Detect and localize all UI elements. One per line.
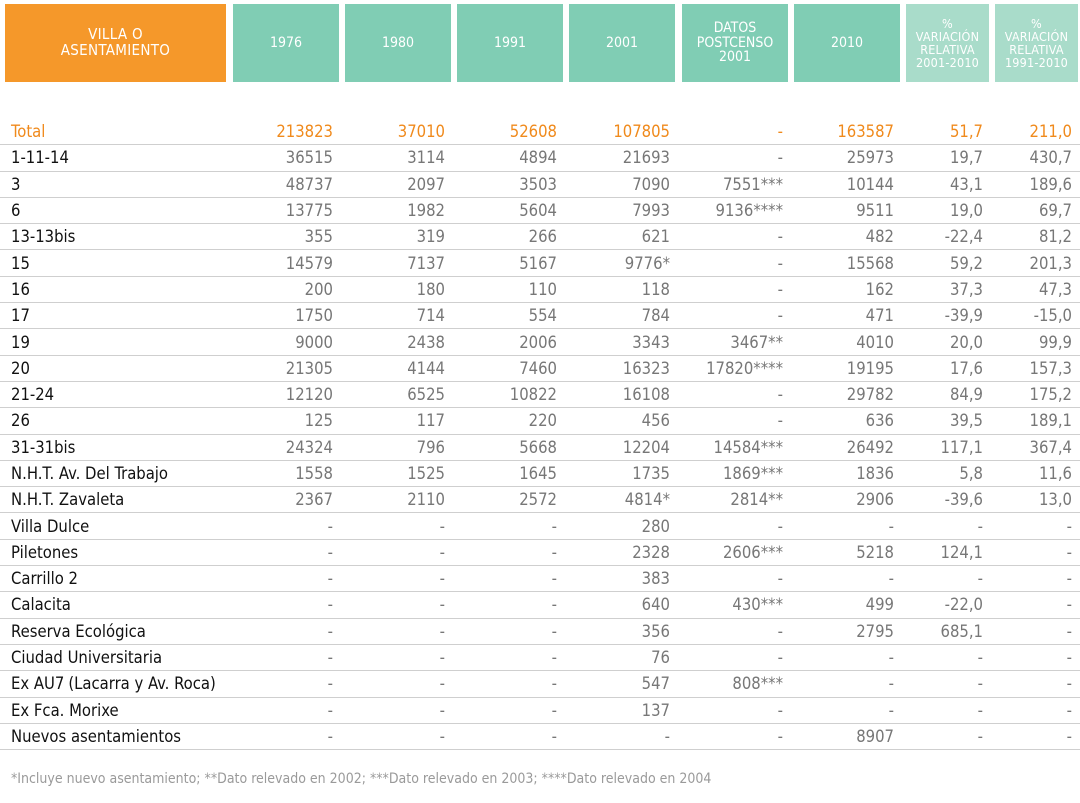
- cell-value: -: [439, 648, 445, 668]
- row-name-text: 21-24: [11, 385, 55, 405]
- cell-value: 2906: [856, 490, 894, 510]
- cell-value: -22,0: [944, 595, 983, 615]
- cell-value: 189,6: [1029, 174, 1072, 194]
- table-row: [0, 698, 1080, 724]
- table-row: [0, 513, 1080, 539]
- cell-value: 39,5: [949, 411, 983, 431]
- cell-value: -: [977, 700, 983, 720]
- cell-value: -: [439, 569, 445, 589]
- table-row: [0, 224, 1080, 250]
- cell-value: 17,6: [949, 358, 983, 378]
- cell-value: 52608: [509, 122, 557, 142]
- cell-value: 482: [865, 227, 894, 247]
- row-name: [11, 172, 20, 197]
- cell-value: 220: [528, 411, 557, 431]
- cell-value: -: [977, 569, 983, 589]
- cell-value: 163587: [837, 122, 894, 142]
- cell-value: -: [327, 621, 333, 641]
- header-2010: 2010: [794, 4, 900, 82]
- cell-value: 180: [416, 279, 445, 299]
- cell-value: 266: [528, 227, 557, 247]
- table-row: [0, 329, 1080, 355]
- row-name-text: Villa Dulce: [11, 516, 90, 536]
- cell-value: -39,6: [944, 490, 983, 510]
- cell-value: -: [551, 621, 557, 641]
- table-row: [0, 172, 1080, 198]
- table-row: [0, 277, 1080, 303]
- cell-value: 430***: [732, 595, 783, 615]
- cell-value: 1525: [407, 464, 445, 483]
- row-name-text: Piletones: [11, 542, 79, 562]
- row-name: [11, 513, 89, 538]
- cell-value: 6525: [407, 385, 445, 405]
- cell-value: -: [551, 674, 557, 694]
- cell-value: -: [551, 542, 557, 562]
- row-name: [11, 724, 181, 749]
- cell-value: 9136****: [715, 201, 783, 221]
- row-name-text: 31-31bis: [11, 437, 76, 457]
- cell-value: -: [551, 700, 557, 720]
- row-name: [11, 540, 78, 565]
- table-header: [0, 4, 1080, 82]
- cell-value: -: [777, 648, 783, 668]
- row-name: [11, 303, 30, 328]
- cell-value: -: [327, 516, 333, 536]
- row-name-text: 15: [11, 253, 30, 273]
- cell-value: -: [1066, 516, 1072, 536]
- cell-value: -: [1066, 621, 1072, 641]
- table-row: [0, 408, 1080, 434]
- cell-value: 19,0: [949, 201, 983, 221]
- row-name: [11, 487, 124, 512]
- cell-value: 69,7: [1038, 201, 1072, 221]
- cell-value: -: [439, 621, 445, 641]
- cell-value: 162: [865, 279, 894, 299]
- cell-value: 808***: [732, 674, 783, 694]
- cell-value: -15,0: [1033, 306, 1072, 326]
- cell-value: 280: [641, 516, 670, 536]
- cell-value: 1869***: [722, 464, 783, 483]
- row-name: [11, 119, 45, 144]
- row-name-text: 3: [11, 174, 21, 194]
- cell-value: -: [439, 516, 445, 536]
- cell-value: -: [777, 306, 783, 326]
- cell-value: 47,3: [1038, 279, 1072, 299]
- cell-value: 14584***: [713, 437, 783, 457]
- table-row: [0, 671, 1080, 697]
- row-name-text: N.H.T. Av. Del Trabajo: [11, 464, 169, 483]
- row-name-text: Ex AU7: [11, 674, 65, 694]
- cell-value: 12120: [285, 385, 333, 405]
- cell-value: 383: [641, 569, 670, 589]
- cell-value: 5218: [856, 542, 894, 562]
- row-name-text: Ex Fca. Morixe: [11, 700, 119, 720]
- row-name: [11, 566, 78, 591]
- cell-value: 2367: [295, 490, 333, 510]
- cell-value: 2606***: [722, 542, 783, 562]
- cell-value: 16323: [622, 358, 670, 378]
- cell-value: -: [777, 516, 783, 536]
- cell-value: 7460: [519, 358, 557, 378]
- cell-value: 1558: [295, 464, 333, 483]
- cell-value: 554: [528, 306, 557, 326]
- cell-value: 640: [641, 595, 670, 615]
- cell-value: -: [1066, 542, 1072, 562]
- table-row: [0, 724, 1080, 750]
- row-name: [11, 145, 69, 170]
- cell-value: -: [327, 542, 333, 562]
- cell-value: -: [664, 726, 670, 746]
- cell-value: 76: [651, 648, 670, 668]
- footnote: *Incluye nuevo asentamiento; **Dato relevado en 2002; ***Dato relevado en 2003; ****Dato relevado en 2004: [11, 771, 712, 787]
- cell-value: 2572: [519, 490, 557, 510]
- cell-value: 117,1: [940, 437, 983, 457]
- cell-value: 17820****: [706, 358, 783, 378]
- cell-value: 5668: [519, 437, 557, 457]
- cell-value: 21305: [285, 358, 333, 378]
- cell-value: 107805: [613, 122, 670, 142]
- cell-value: -: [777, 411, 783, 431]
- table-row: [0, 619, 1080, 645]
- cell-value: 9776*: [624, 253, 670, 273]
- cell-value: 43,1: [949, 174, 983, 194]
- cell-value: -: [777, 569, 783, 589]
- cell-value: 4894: [519, 148, 557, 168]
- cell-value: 15568: [846, 253, 894, 273]
- cell-value: -: [551, 569, 557, 589]
- row-name: [11, 198, 20, 223]
- cell-value: 9000: [295, 332, 333, 352]
- cell-value: 10822: [509, 385, 557, 405]
- row-name-text: 17: [11, 306, 30, 326]
- cell-value: 110: [528, 279, 557, 299]
- cell-value: 16108: [622, 385, 670, 405]
- cell-value: 5,8: [959, 464, 983, 483]
- row-name-text: 26: [11, 411, 30, 431]
- cell-value: -: [888, 569, 894, 589]
- table-row: [0, 250, 1080, 276]
- row-name: [11, 671, 216, 696]
- cell-value: 84,9: [949, 385, 983, 405]
- cell-value: 26492: [846, 437, 894, 457]
- row-name-text: Reserva Ecológica: [11, 621, 146, 641]
- cell-value: -: [439, 674, 445, 694]
- cell-value: 547: [641, 674, 670, 694]
- cell-value: 356: [641, 621, 670, 641]
- table-row: [0, 382, 1080, 408]
- cell-value: 36515: [285, 148, 333, 168]
- table-row: [0, 145, 1080, 171]
- cell-value: -22,4: [944, 227, 983, 247]
- cell-value: -: [327, 595, 333, 615]
- cell-value: 7137: [407, 253, 445, 273]
- row-name: [11, 250, 30, 275]
- cell-value: -: [551, 595, 557, 615]
- cell-value: -: [777, 621, 783, 641]
- cell-value: 2328: [632, 542, 670, 562]
- cell-value: -: [439, 595, 445, 615]
- row-name-text: Nuevos asentamientos: [11, 726, 182, 746]
- row-name-text: 20: [11, 358, 30, 378]
- cell-value: -: [327, 648, 333, 668]
- cell-value: 14579: [285, 253, 333, 273]
- cell-value: 59,2: [949, 253, 983, 273]
- cell-value: 3503: [519, 174, 557, 194]
- cell-value: 99,9: [1038, 332, 1072, 352]
- header-2001: 2001: [569, 4, 675, 82]
- table-row: [0, 645, 1080, 671]
- cell-value: 5604: [519, 201, 557, 221]
- cell-value: 13,0: [1038, 490, 1072, 510]
- cell-value: 7090: [632, 174, 670, 194]
- cell-value: -: [777, 726, 783, 746]
- row-name: [11, 592, 71, 617]
- cell-value: -: [777, 253, 783, 273]
- cell-value: 7551***: [722, 174, 783, 194]
- cell-value: 2110: [407, 490, 445, 510]
- cell-value: 456: [641, 411, 670, 431]
- table-row: [0, 540, 1080, 566]
- cell-value: -: [1066, 595, 1072, 615]
- cell-value: -: [777, 279, 783, 299]
- cell-value: 4814*: [624, 490, 670, 510]
- cell-value: 1982: [407, 201, 445, 221]
- cell-value: 430,7: [1029, 148, 1072, 168]
- cell-value: 3114: [407, 148, 445, 168]
- cell-value: 4010: [856, 332, 894, 352]
- cell-value: 13775: [285, 201, 333, 221]
- cell-value: 200: [304, 279, 333, 299]
- row-name: [11, 382, 54, 407]
- row-name: [11, 435, 75, 460]
- cell-value: 621: [641, 227, 670, 247]
- cell-value: 796: [416, 437, 445, 457]
- cell-value: -: [977, 674, 983, 694]
- cell-value: -: [439, 726, 445, 746]
- table-row: [0, 356, 1080, 382]
- header-postcenso: DATOS POSTCENSO 2001: [682, 4, 788, 82]
- cell-value: 51,7: [949, 122, 983, 142]
- cell-value: -: [777, 148, 783, 168]
- cell-value: 24324: [285, 437, 333, 457]
- cell-value: 211,0: [1029, 122, 1072, 142]
- header-1991: 1991: [457, 4, 563, 82]
- cell-value: -: [327, 700, 333, 720]
- cell-value: 157,3: [1029, 358, 1072, 378]
- cell-value: 19195: [846, 358, 894, 378]
- cell-value: 19,7: [949, 148, 983, 168]
- cell-value: 12204: [622, 437, 670, 457]
- row-name: [11, 277, 30, 302]
- row-name-text: 13-13bis: [11, 227, 76, 247]
- cell-value: 3467**: [730, 332, 783, 352]
- cell-value: -: [551, 726, 557, 746]
- cell-value: 685,1: [940, 621, 983, 641]
- cell-value: 1645: [519, 464, 557, 483]
- cell-value: 11,6: [1038, 464, 1072, 483]
- cell-value: 355: [304, 227, 333, 247]
- cell-value: -: [777, 122, 783, 142]
- row-name: [11, 619, 146, 644]
- row-name-text: 19: [11, 332, 30, 352]
- cell-value: 29782: [846, 385, 894, 405]
- cell-value: 2006: [519, 332, 557, 352]
- header-var-2001-2010: % VARIACIÓN RELATIVA 2001-2010: [906, 4, 989, 82]
- cell-value: 48737: [285, 174, 333, 194]
- cell-value: 9511: [856, 201, 894, 221]
- table-row: [0, 487, 1080, 513]
- cell-value: 125: [304, 411, 333, 431]
- row-name: [11, 461, 168, 486]
- table-row: [0, 566, 1080, 592]
- row-name: [11, 224, 75, 249]
- row-name-note: (Lacarra y Av. Roca): [68, 674, 216, 694]
- cell-value: 8907: [856, 726, 894, 746]
- cell-value: 636: [865, 411, 894, 431]
- cell-value: -: [1066, 648, 1072, 668]
- cell-value: 124,1: [940, 542, 983, 562]
- cell-value: 784: [641, 306, 670, 326]
- cell-value: -: [777, 385, 783, 405]
- cell-value: 118: [641, 279, 670, 299]
- cell-value: -: [977, 648, 983, 668]
- cell-value: 319: [416, 227, 445, 247]
- cell-value: 7993: [632, 201, 670, 221]
- cell-value: 367,4: [1029, 437, 1072, 457]
- cell-value: -: [551, 516, 557, 536]
- row-name-text: 6: [11, 201, 21, 221]
- cell-value: -: [1066, 700, 1072, 720]
- cell-value: 81,2: [1038, 227, 1072, 247]
- cell-value: 3343: [632, 332, 670, 352]
- row-name: [11, 408, 30, 433]
- cell-value: 137: [641, 700, 670, 720]
- header-1976: 1976: [233, 4, 339, 82]
- cell-value: -: [977, 726, 983, 746]
- table-row: [0, 303, 1080, 329]
- cell-value: -: [327, 569, 333, 589]
- row-name-text: 16: [11, 279, 30, 299]
- row-name-text: Calacita: [11, 595, 71, 615]
- cell-value: 2795: [856, 621, 894, 641]
- cell-value: 714: [416, 306, 445, 326]
- cell-value: 189,1: [1029, 411, 1072, 431]
- cell-value: 37010: [397, 122, 445, 142]
- row-name: [11, 356, 30, 381]
- cell-value: 471: [865, 306, 894, 326]
- cell-value: -: [439, 542, 445, 562]
- cell-value: -: [888, 648, 894, 668]
- cell-value: -: [327, 726, 333, 746]
- table-row: [0, 461, 1080, 487]
- cell-value: -: [777, 227, 783, 247]
- cell-value: -: [1066, 674, 1072, 694]
- row-name-text: Carrillo 2: [11, 569, 78, 589]
- cell-value: -: [888, 516, 894, 536]
- row-name-text: Total: [11, 122, 46, 142]
- cell-value: 1836: [856, 464, 894, 483]
- cell-value: 2814**: [730, 490, 783, 510]
- table-row: [0, 198, 1080, 224]
- cell-value: 4144: [407, 358, 445, 378]
- cell-value: -: [1066, 569, 1072, 589]
- cell-value: 21693: [622, 148, 670, 168]
- cell-value: 37,3: [949, 279, 983, 299]
- table-row-total: [0, 119, 1080, 145]
- cell-value: 5167: [519, 253, 557, 273]
- cell-value: 20,0: [949, 332, 983, 352]
- header-var-1991-2010: % VARIACIÓN RELATIVA 1991-2010: [995, 4, 1078, 82]
- cell-value: -: [551, 648, 557, 668]
- cell-value: 2438: [407, 332, 445, 352]
- table-row: [0, 435, 1080, 461]
- table-body: [0, 119, 1080, 750]
- header-1980: 1980: [345, 4, 451, 82]
- header-villa: VILLA O ASENTAMIENTO: [5, 4, 226, 82]
- cell-value: -: [977, 516, 983, 536]
- row-name-text: N.H.T. Zavaleta: [11, 490, 125, 510]
- cell-value: -: [888, 700, 894, 720]
- cell-value: 201,3: [1029, 253, 1072, 273]
- row-name: [11, 329, 30, 354]
- cell-value: -: [1066, 726, 1072, 746]
- cell-value: -: [439, 700, 445, 720]
- cell-value: 1735: [632, 464, 670, 483]
- row-name-text: 1-11-14: [11, 148, 69, 168]
- row-name-text: Ciudad Universitaria: [11, 648, 163, 668]
- table-row: [0, 592, 1080, 618]
- cell-value: 175,2: [1029, 385, 1072, 405]
- cell-value: -: [327, 674, 333, 694]
- cell-value: 117: [416, 411, 445, 431]
- cell-value: 499: [865, 595, 894, 615]
- cell-value: -39,9: [944, 306, 983, 326]
- cell-value: 25973: [846, 148, 894, 168]
- cell-value: 1750: [295, 306, 333, 326]
- cell-value: -: [777, 700, 783, 720]
- row-name: [11, 698, 119, 723]
- cell-value: 213823: [276, 122, 333, 142]
- cell-value: -: [888, 674, 894, 694]
- row-name: [11, 645, 162, 670]
- cell-value: 10144: [846, 174, 894, 194]
- cell-value: 2097: [407, 174, 445, 194]
